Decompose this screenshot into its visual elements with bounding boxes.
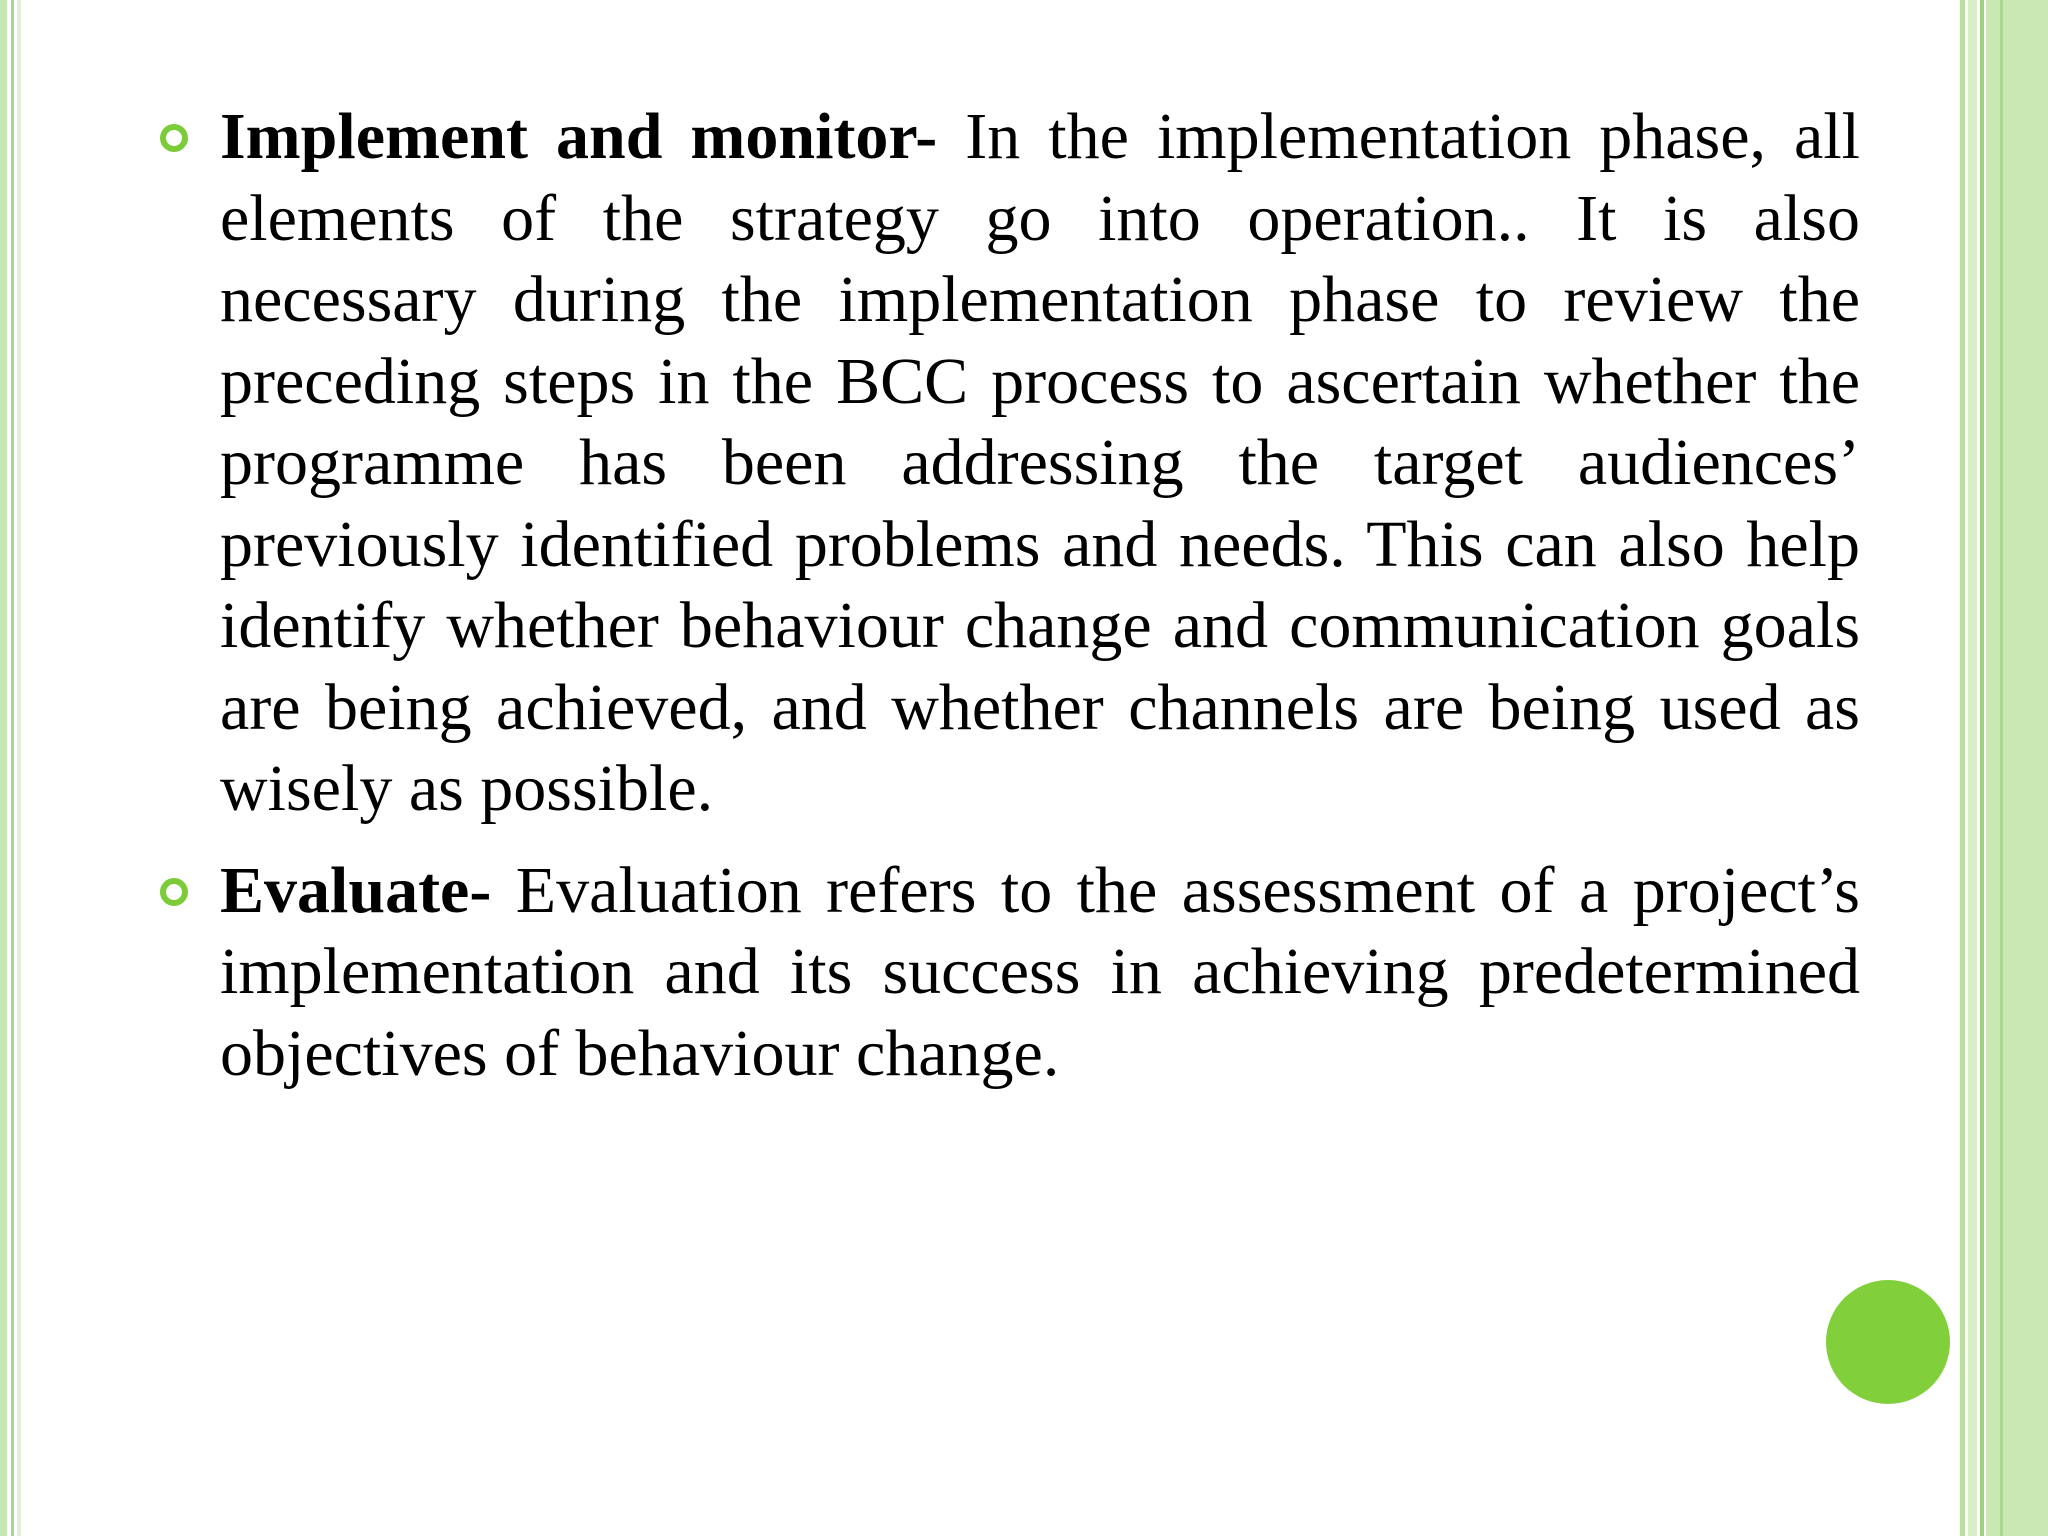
right-border-stripe — [1960, 0, 1965, 1536]
bullet-implement-and-monitor — [160, 96, 1860, 830]
bullet-term: Evaluate- — [220, 853, 492, 927]
bullet-text: In the implementation phase, all elements of the strategy go into operation.. It is also necessary during the implementation phase to review the preceding steps in the BCC process to ascertain whether the programme has been addressing the target audiences’ previously identified problems and needs. This can also help identify whether behaviour change and communication goals are being achieved, and whether channels are being used as wisely as possible. — [220, 100, 1861, 825]
bullet-ring-icon — [160, 124, 188, 152]
bullet-ring-icon — [160, 878, 188, 906]
bullet-evaluate — [160, 850, 1860, 1095]
slide-body — [160, 96, 1860, 1114]
bullet-text: Evaluation refers to the assessment of a project’s implementation and its success in achieving predetermined objectives of behaviour change. — [220, 853, 1860, 1090]
bullet-term: Implement and monitor- — [220, 100, 938, 173]
right-border-stripe — [1968, 0, 1977, 1536]
right-border-stripe — [2000, 0, 2003, 1536]
decorative-circle-icon — [1826, 1280, 1950, 1404]
right-border-stripe — [1980, 0, 1984, 1536]
left-border-stripe — [11, 0, 14, 1536]
left-border-stripe — [17, 0, 21, 1536]
left-border-stripe — [0, 0, 7, 1536]
right-border-band — [1986, 0, 2048, 1536]
